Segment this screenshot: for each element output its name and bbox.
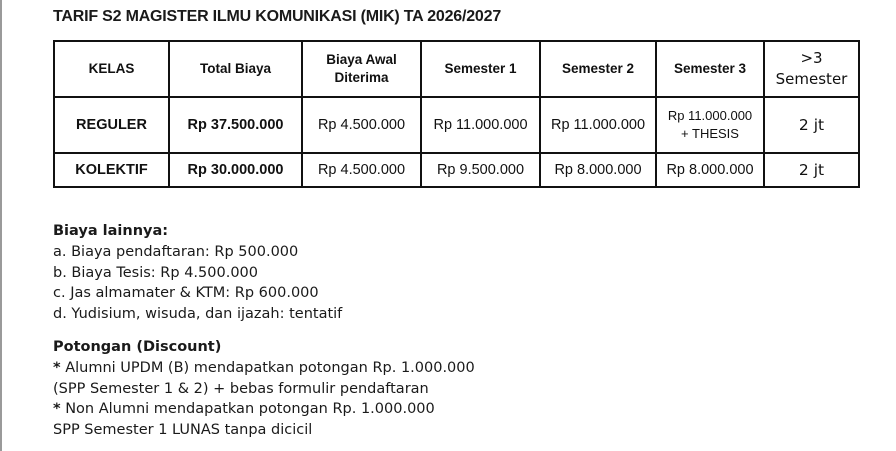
header-biaya-awal-line2: Diterima xyxy=(334,70,389,85)
header-semester-3: Semester 3 xyxy=(656,41,764,97)
cell-semester-3: Rp 8.000.000 xyxy=(656,153,764,187)
cell-total-biaya: Rp 37.500.000 xyxy=(169,97,302,153)
header-biaya-awal xyxy=(302,41,421,97)
header-more-line1: >3 xyxy=(800,49,823,67)
other-fee-item: a. Biaya pendaftaran: Rp 500.000 xyxy=(53,243,299,260)
cell-semester-2: Rp 11.000.000 xyxy=(540,97,656,153)
cell-kelas: KOLEKTIF xyxy=(54,153,169,187)
discount-alumni-text: Alumni UPDM (B) mendapatkan potongan Rp. 1.000.000 xyxy=(60,359,475,376)
other-fee-item: c. Jas almamater & KTM: Rp 600.000 xyxy=(53,285,319,302)
other-fees-heading: Biaya lainnya: xyxy=(53,223,169,239)
cell-kelas: REGULER xyxy=(54,97,169,153)
cell-biaya-awal: Rp 4.500.000 xyxy=(302,97,421,153)
header-semester-2: Semester 2 xyxy=(540,41,656,97)
cell-semester-1: Rp 11.000.000 xyxy=(421,97,540,153)
cell-semester-3-line2: + THESIS xyxy=(681,126,739,141)
header-kelas: KELAS xyxy=(54,41,169,97)
bullet-star-icon: * xyxy=(53,401,61,418)
other-fee-item: d. Yudisium, wisuda, dan ijazah: tentatif xyxy=(53,306,343,323)
cell-biaya-awal: Rp 4.500.000 xyxy=(302,153,421,187)
table-header-row xyxy=(54,41,859,97)
discount-heading: Potongan (Discount) xyxy=(53,339,222,355)
discount-non-alumni-line xyxy=(53,399,475,420)
header-more-semester xyxy=(764,41,859,97)
cell-more-semester: 2 jt xyxy=(764,153,859,187)
discount-non-alumni-text: Non Alumni mendapatkan potongan Rp. 1.000.000 xyxy=(60,401,435,418)
other-fees-section xyxy=(53,221,342,325)
discount-alumni-detail: (SPP Semester 1 & 2) + bebas formulir pendaftaran xyxy=(53,380,429,397)
page-title: TARIF S2 MAGISTER ILMU KOMUNIKASI (MIK) TA 2026/2027 xyxy=(53,8,502,25)
tariff-table xyxy=(53,40,860,188)
cell-total-biaya: Rp 30.000.000 xyxy=(169,153,302,187)
discount-section xyxy=(53,337,475,441)
table-row-reguler xyxy=(54,97,859,153)
cell-more-semester: 2 jt xyxy=(764,97,859,153)
header-semester-1: Semester 1 xyxy=(421,41,540,97)
bullet-star-icon: * xyxy=(53,359,61,376)
table-row-kolektif xyxy=(54,153,859,187)
cell-semester-1: Rp 9.500.000 xyxy=(421,153,540,187)
other-fee-item: b. Biaya Tesis: Rp 4.500.000 xyxy=(53,264,258,281)
cell-semester-2: Rp 8.000.000 xyxy=(540,153,656,187)
header-more-line2: Semester xyxy=(775,70,848,88)
header-total-biaya: Total Biaya xyxy=(169,41,302,97)
cell-semester-3-line1: Rp 11.000.000 xyxy=(667,108,753,124)
discount-alumni-line xyxy=(53,358,475,379)
header-biaya-awal-line1: Biaya Awal xyxy=(326,51,397,67)
discount-non-alumni-detail: SPP Semester 1 LUNAS tanpa dicicil xyxy=(53,422,313,439)
cell-semester-3 xyxy=(656,97,764,153)
page-left-edge xyxy=(0,0,2,451)
